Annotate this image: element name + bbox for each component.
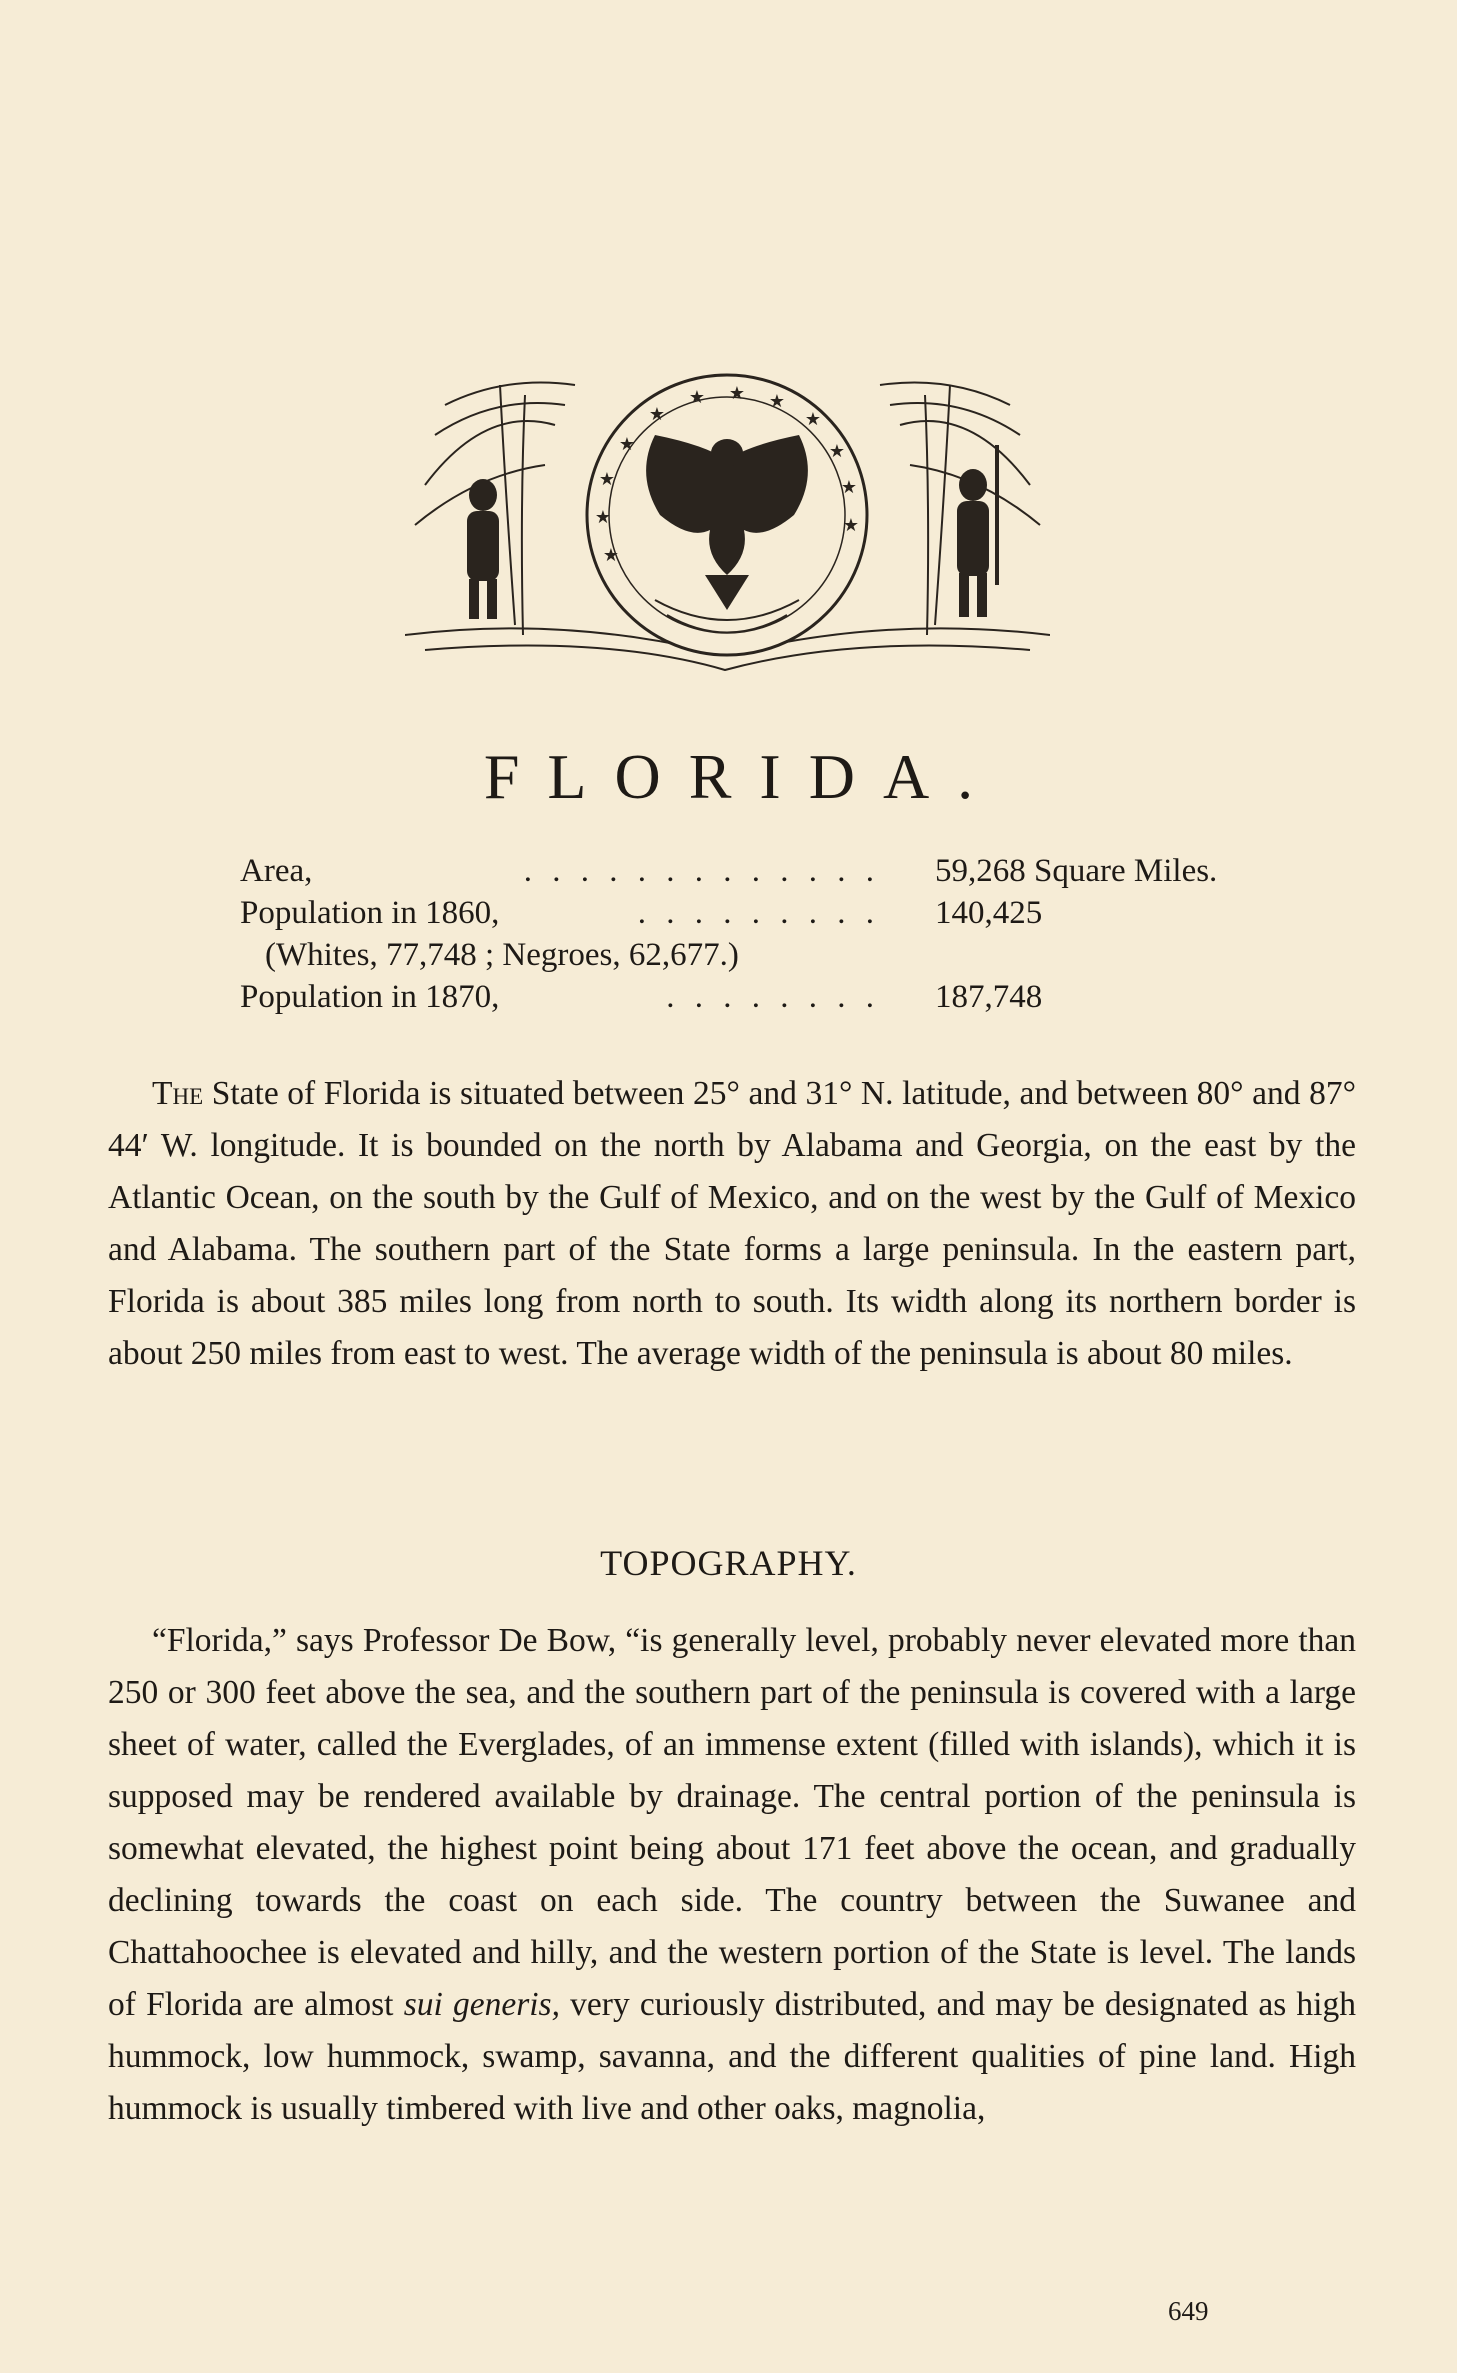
- page-title: FLORIDA.: [483, 741, 1002, 812]
- stat-breakdown: (Whites, 77,748 ; Negroes, 62,677.): [265, 937, 739, 973]
- svg-text:★: ★: [648, 404, 666, 425]
- lead-word: The: [152, 1075, 204, 1112]
- svg-text:★: ★: [804, 409, 822, 430]
- stat-row-breakdown: [240, 934, 1320, 976]
- stat-label: Population in 1870,: [240, 979, 500, 1015]
- svg-text:★: ★: [594, 507, 612, 528]
- svg-text:★: ★: [688, 387, 706, 408]
- leader-dots: . . . . . . . .: [666, 979, 880, 1015]
- stat-row-population-1860: [240, 892, 1320, 934]
- svg-text:★: ★: [618, 434, 636, 455]
- svg-text:★: ★: [840, 477, 858, 498]
- statistics-table: [240, 850, 1320, 1018]
- state-seal-emblem-icon: [405, 365, 1050, 680]
- section-heading: TOPOGRAPHY.: [600, 1543, 857, 1583]
- svg-text:★: ★: [842, 515, 860, 536]
- stat-label: Population in 1860,: [240, 895, 500, 931]
- intro-paragraph: [108, 1068, 1356, 1380]
- svg-text:★: ★: [828, 441, 846, 462]
- page-number: 649: [1168, 2296, 1209, 2326]
- svg-text:★: ★: [768, 391, 786, 412]
- stat-value: 140,425: [935, 895, 1043, 931]
- intro-text: State of Florida is situated between 25° and 31° N. latitude, and between 80° and 87° 44′ W. longitude. It is bounded on the north by Alabama and Georgia, on the east by the Atlantic Ocean, on the south by the Gulf of Mexico, and on the west by the Gulf of Mexico and Alabama. The southern part of the State forms a large peninsula. In the eastern part, Florida is about 385 miles long from north to south. Its width along its northern border is about 250 miles from east to west. The average width of the peninsula is about 80 miles.: [108, 1075, 1356, 1372]
- topography-paragraph: [108, 1615, 1356, 2135]
- svg-text:★: ★: [728, 383, 746, 404]
- stat-row-population-1870: [240, 976, 1320, 1018]
- svg-text:★: ★: [602, 545, 620, 566]
- svg-text:★: ★: [598, 469, 616, 490]
- stat-row-area: [240, 850, 1320, 892]
- leader-dots: . . . . . . . . . . . . .: [523, 853, 880, 889]
- topography-text: “Florida,” says Professor De Bow, “is generally level, probably never elevated more than 250 or 300 feet above the sea, and the southern part of the peninsula is covered with a large sheet of water, called the Everglades, of an immense extent (filled with islands), which it is supposed may be rendered available by drainage. The central portion of the peninsula is somewhat elevated, the highest point being about 171 feet above the ocean, and gradually declining towards the coast on each side. The country between the Suwanee and Chattahoochee is elevated and hilly, and the western portion of the State is level. The lands of Florida are almost: [108, 1622, 1356, 2023]
- stat-value: 59,268 Square Miles.: [935, 853, 1218, 889]
- topography-text-continued: very curiously distributed, and may be designated as high hummock, low hummock, swamp, savanna, and the different qualities of pine land. High hummock is usually timbered with live and other oaks, magnolia,: [108, 1986, 1356, 2127]
- leader-dots: . . . . . . . . .: [637, 895, 880, 931]
- stat-label: Area,: [240, 853, 313, 889]
- stat-value: 187,748: [935, 979, 1043, 1015]
- italic-phrase: sui generis,: [403, 1986, 560, 2023]
